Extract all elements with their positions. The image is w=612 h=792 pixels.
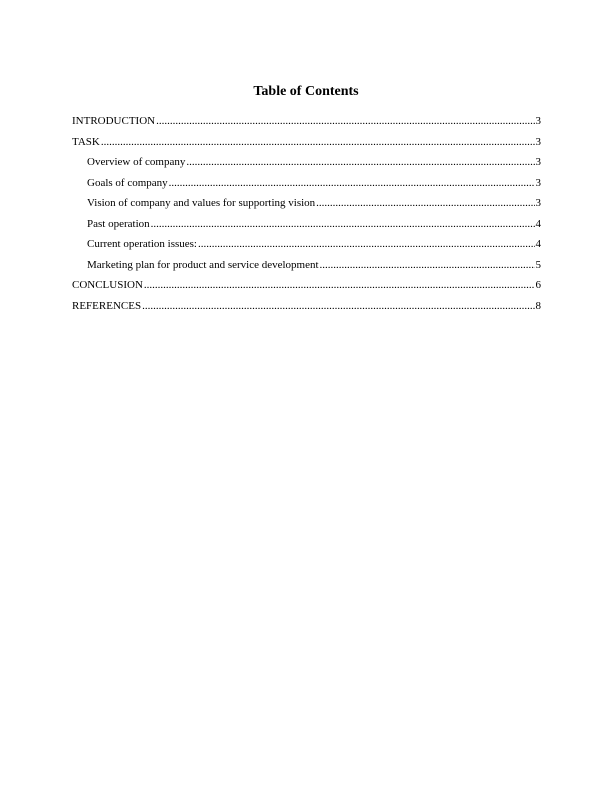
toc-entry-page-number: 3 xyxy=(535,115,541,127)
toc-entry-past-operation[interactable] xyxy=(72,217,541,238)
toc-entry-label: Overview of company xyxy=(87,156,186,168)
toc-entry-goals-of-company[interactable] xyxy=(72,176,541,197)
toc-dot-leader xyxy=(320,258,535,272)
toc-dot-leader xyxy=(169,176,535,190)
toc-dot-leader xyxy=(316,196,534,210)
toc-entry-label: Past operation xyxy=(87,217,150,230)
toc-entry-marketing-plan[interactable] xyxy=(72,258,541,279)
toc-entry-overview-of-company[interactable] xyxy=(72,155,541,176)
toc-title: Table of Contents xyxy=(253,84,359,99)
toc-dot-leader xyxy=(142,299,534,313)
toc-dot-leader xyxy=(198,237,535,251)
toc-entry-label: TASK xyxy=(72,135,100,148)
toc-dot-leader xyxy=(156,114,534,128)
toc-entry-page-number: 8 xyxy=(535,299,541,312)
toc-entry-page-number: 3 xyxy=(535,197,541,209)
toc-entry-task[interactable] xyxy=(72,135,541,156)
toc-entry-current-operation-issues[interactable] xyxy=(72,237,541,258)
toc-entry-label: Current operation issues: xyxy=(87,238,197,250)
toc-dot-leader xyxy=(186,155,534,169)
toc-entry-page-number: 3 xyxy=(535,176,541,189)
toc-entry-page-number: 3 xyxy=(535,156,541,168)
toc-entry-page-number: 4 xyxy=(535,217,541,230)
table-of-contents xyxy=(72,114,541,319)
toc-entry-page-number: 4 xyxy=(535,238,541,250)
toc-entry-label: Vision of company and values for supporting vision xyxy=(87,197,316,209)
toc-entry-label: Marketing plan for product and service development xyxy=(87,258,319,271)
toc-dot-leader xyxy=(151,217,535,231)
toc-entry-page-number: 6 xyxy=(535,279,541,291)
toc-entry-references[interactable] xyxy=(72,299,541,320)
toc-entry-page-number: 5 xyxy=(535,258,541,271)
toc-entry-label: INTRODUCTION xyxy=(72,115,156,127)
toc-dot-leader xyxy=(101,135,535,149)
toc-dot-leader xyxy=(144,278,535,292)
toc-entry-vision-of-company[interactable] xyxy=(72,196,541,217)
toc-entry-introduction[interactable] xyxy=(72,114,541,135)
toc-entry-label: Goals of company xyxy=(87,176,168,189)
toc-entry-label: REFERENCES xyxy=(72,299,142,312)
toc-entry-label: CONCLUSION xyxy=(72,279,143,291)
toc-entry-conclusion[interactable] xyxy=(72,278,541,299)
toc-entry-page-number: 3 xyxy=(535,135,541,148)
